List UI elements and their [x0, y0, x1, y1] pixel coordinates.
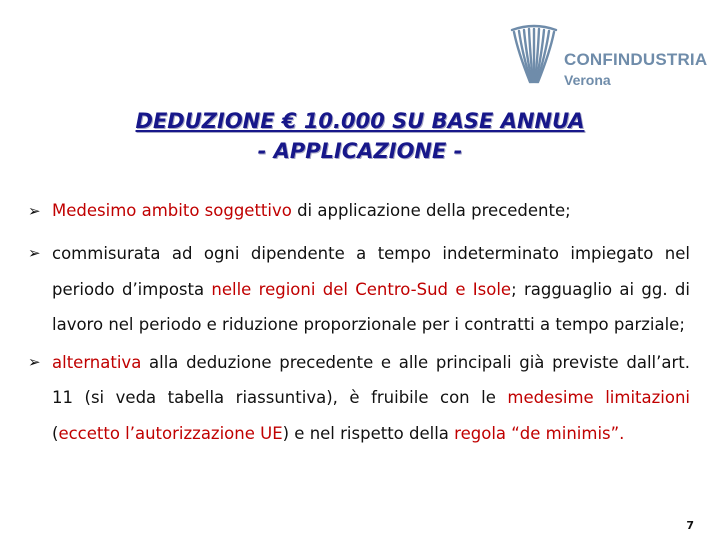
bullet-text-highlight: regola “de minimis”. [454, 423, 625, 443]
bullet-text-highlight: alternativa [52, 352, 142, 372]
slide-title-line-1: DEDUZIONE € 10.000 SU BASE ANNUA [135, 109, 585, 133]
bullet-text: commisurata ad ogni dipendente a tempo indeterminato impiegato nel periodo d’imposta [52, 244, 690, 299]
bullet-text: alla deduzione precedente e alle principali già previste dall’art. 11 (si veda tabella riassuntiva), è fruibile con le [52, 352, 690, 407]
arrow-bullet-icon: ➢ [28, 352, 41, 371]
bullet-text: ( [52, 423, 59, 443]
confindustria-emblem-icon [508, 22, 560, 84]
confindustria-logo [508, 20, 708, 90]
bullet-item [28, 236, 690, 343]
arrow-bullet-icon: ➢ [28, 244, 41, 262]
logo-brand-name: CONFINDUSTRIA [564, 50, 708, 69]
bullet-text: di applicazione della precedente; [291, 201, 571, 220]
bullet-text: ; ragguaglio ai gg. di lavoro nel periodo e riduzione proporzionale per i contratti a tempo parziale; [52, 279, 690, 334]
slide-title [40, 106, 680, 166]
bullet-text-highlight: Medesimo ambito soggettivo [52, 201, 292, 220]
bullet-text: ) e nel rispetto della [282, 423, 455, 443]
bullet-item [28, 196, 690, 226]
bullet-item [28, 345, 690, 452]
bullet-list [28, 196, 690, 451]
page-number: 7 [686, 519, 694, 532]
bullet-text-highlight: nelle regioni del Centro-Sud e Isole [211, 279, 512, 299]
arrow-bullet-icon: ➢ [28, 202, 41, 220]
bullet-text-highlight: medesime limitazioni [507, 388, 690, 407]
bullet-text-highlight: eccetto l’autorizzazione UE [58, 423, 283, 443]
logo-city-name: Verona [564, 72, 611, 88]
slide-title-line-2: - APPLICAZIONE - [257, 139, 463, 163]
